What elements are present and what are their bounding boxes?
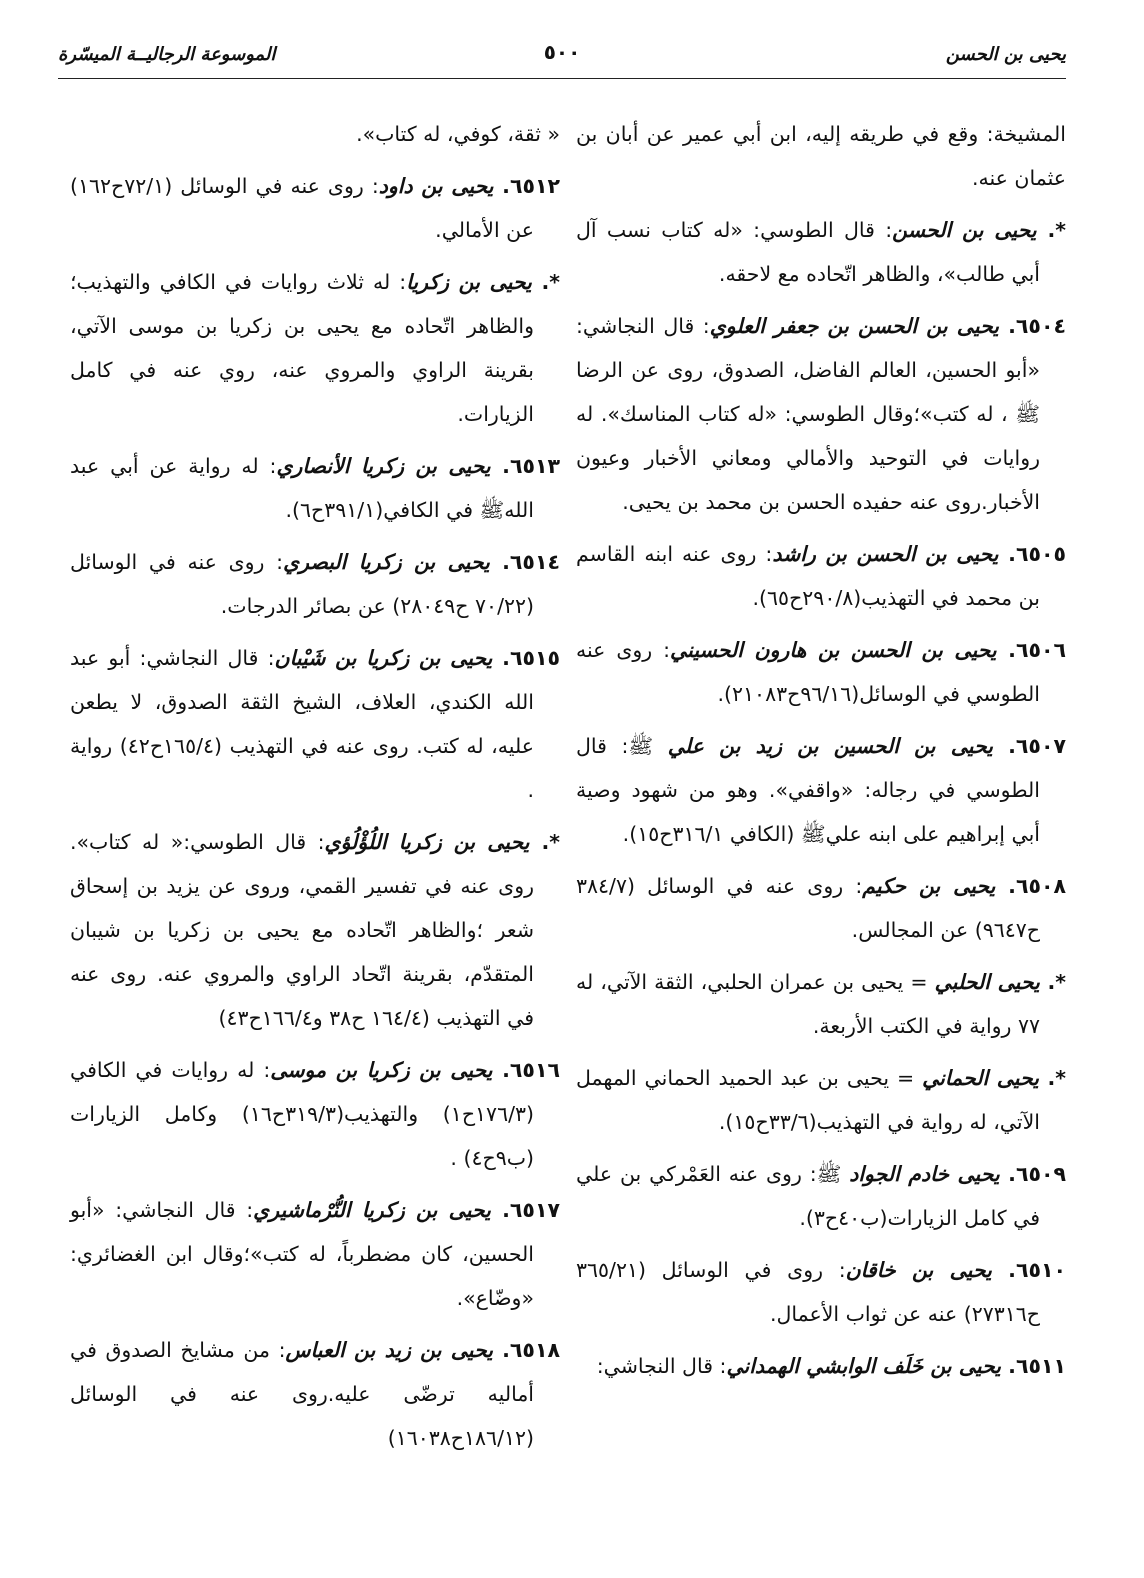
page-number: ٥٠٠ — [543, 40, 581, 64]
entry-number: *. — [1036, 218, 1066, 242]
entry-text: : قال النجاشي: «أبو الحسين، العالم الفاضل، الصدوق، روى عن الرضا ﷺ ، له كتب»؛وقال الطوسي: «له كتاب المناسك». له روايات في التوحيد والأمالي ومعاني الأخبار وعيون الأخبار.روى عنه حفيده الحسن بن محمد بن يحيى. — [576, 314, 1040, 514]
entry-text: المشيخة: وقع في طريقه إليه، ابن أبي عمير عن أبان بن عثمان عنه. — [576, 122, 1066, 190]
running-header — [58, 36, 1066, 79]
entry-name: يحيى بن زكريا بن شَيْبان — [274, 646, 493, 670]
entry — [576, 724, 1066, 856]
entry — [576, 208, 1066, 296]
entry — [576, 1248, 1066, 1336]
entry — [576, 864, 1066, 952]
entry-text: : له روايات في الكافي (١٧٦/٣ح١) والتهذيب(٣١٩/٣ح١٦) وكامل الزيارات (ب٩ح٤) . — [70, 1058, 534, 1170]
right-column — [576, 112, 1066, 1396]
entry-text: = يحيى بن عمران الحلبي، الثقة الآتي، له ٧٧ رواية في الكتب الأربعة. — [576, 970, 1040, 1038]
entry-name: يحيى بن خاقان — [845, 1258, 992, 1282]
entry — [70, 1048, 560, 1180]
entry-name: يحيى خادم الجواد — [849, 1162, 1000, 1186]
entry-text: : قال النجاشي: أبو عبد الله الكندي، العلاف، الشيخ الثقة الصدوق، لا يطعن عليه، له كتب. روى عنه في التهذيب (١٦٥/٤ح٤٢) رواية . — [70, 646, 534, 802]
entry-number: ٦٥٠٨. — [995, 874, 1067, 898]
entry — [70, 164, 560, 252]
entry-text: : روى عنه ابنه القاسم بن محمد في التهذيب(٢٩٠/٨ح٦٥). — [576, 542, 1040, 610]
entry — [576, 960, 1066, 1048]
entry-name: يحيى بن زكريا الأنصاري — [276, 454, 491, 478]
entry-name: يحيى بن زكريا بن موسى — [270, 1058, 493, 1082]
entry-name: يحيى بن الحسن بن راشد — [772, 542, 999, 566]
entry-number: ٦٥١٠. — [991, 1258, 1066, 1282]
entry-number: ٦٥١٤. — [489, 550, 560, 574]
entry — [70, 444, 560, 532]
entry-number: *. — [1038, 1066, 1066, 1090]
entry — [70, 1328, 560, 1460]
entry — [70, 540, 560, 628]
entry — [576, 1152, 1066, 1240]
entry-text: : روى عنه في الوسائل (٣٨٤/٧ ح٩٦٤٧) عن المجالس. — [576, 874, 1040, 942]
entry-text: : له رواية عن أبي عبد اللهﷺ في الكافي(٣٩١/١ح٦). — [70, 454, 534, 522]
entry-text: : روى في الوسائل (٣٦٥/٢١ ح٢٧٣١٦) عنه عن ثواب الأعمال. — [576, 1258, 1040, 1326]
entry-number: ٦٥١٥. — [492, 646, 560, 670]
left-column — [70, 112, 560, 1468]
entry-number: *. — [529, 830, 560, 854]
entry-name: يحيى بن الحسن بن هارون الحسيني — [670, 638, 997, 662]
entry-text: : روى عنه في الوسائل (٧٢/١ح١٦٢) عن الأمالي. — [70, 174, 534, 242]
entry-name: يحيى بن زكريا اللُؤْلُؤي — [324, 830, 530, 854]
entry-number: ٦٥٠٩. — [999, 1162, 1066, 1186]
entry-number: ٦٥١٢. — [493, 174, 560, 198]
entry-number: ٦٥١٨. — [492, 1338, 560, 1362]
entry-name: يحيى بن الحسين بن زيد بن علي — [667, 734, 993, 758]
entry — [70, 820, 560, 1040]
entry — [576, 532, 1066, 620]
entry-text: = يحيى بن عبد الحميد الحماني المهمل الآتي، له رواية في التهذيب(٣٣/٦ح١٥). — [576, 1066, 1040, 1134]
entry-text: : قال الطوسي: «له كتاب نسب آل أبي طالب»، والظاهر اتّحاده مع لاحقه. — [576, 218, 1040, 286]
entry-number: ٦٥٠٧. — [992, 734, 1066, 758]
entry — [576, 1344, 1066, 1388]
entry-text: ﷺ: روى عنه العَمْركي بن علي في كامل الزيارات(ب٤٠ح٣). — [576, 1162, 1040, 1230]
entry — [576, 628, 1066, 716]
entry-text: « ثقة، كوفي، له كتاب». — [356, 122, 560, 146]
entry-name: يحيى بن الحسن — [892, 218, 1037, 242]
entry-text: ﷺ: قال الطوسي في رجاله: «واقفي». وهو من شهود وصية أبي إبراهيم على ابنه عليﷺ (الكافي ٣١٦/١ح١٥). — [576, 734, 1040, 846]
entry-number: ٦٥٠٦. — [996, 638, 1066, 662]
entry-number: ٦٥١٧. — [490, 1198, 560, 1222]
entry-number: ٦٥١٣. — [490, 454, 560, 478]
entry-text: : قال الطوسي:« له كتاب». روى عنه في تفسير القمي، وروى عن يزيد بن إسحاق شعر ؛والظاهر اتّحاده مع يحيى بن زكريا بن شيبان المتقدّم، بقرينة اتّحاد الراوي والمروي عنه. روى عنه في التهذيب (١٦٤/٤ ح٣٨ و١٦٦/٤ح٤٣) — [70, 830, 534, 1030]
entry-text: : من مشايخ الصدوق في أماليه ترضّى عليه.روى عنه في الوسائل (١٨٦/١٢ح١٦٠٣٨) — [70, 1338, 534, 1450]
entry — [576, 112, 1066, 200]
entry-number: ٦٥٠٤. — [998, 314, 1066, 338]
entry-text: : قال النجاشي: «أبو الحسين، كان مضطرباً، له كتب»؛وقال ابن الغضائري: «وضّاع». — [70, 1198, 534, 1310]
entry-name: يحيى بن خَلَف الوابشي الهمداني — [726, 1354, 1001, 1378]
entry-name: يحيى الحلبي — [934, 970, 1040, 994]
entry-name: يحيى بن زكريا — [406, 270, 532, 294]
entry-name: يحيى بن زيد بن العباس — [285, 1338, 493, 1362]
entry-text: : له ثلاث روايات في الكافي والتهذيب؛والظاهر اتّحاده مع يحيى بن زكريا بن موسى الآتي، بقرينة الراوي والمروي عنه، روي عنه في كامل الزيارات. — [70, 270, 534, 426]
entry-name: يحيى بن الحسن بن جعفر العلوي — [709, 314, 999, 338]
header-book-title: الموسوعة الرجاليــة الميسّرة — [58, 44, 276, 65]
entry — [576, 304, 1066, 524]
entry — [70, 260, 560, 436]
entry — [70, 1188, 560, 1320]
entry-number: *. — [531, 270, 561, 294]
entry-name: يحيى الحماني — [922, 1066, 1039, 1090]
entry — [70, 112, 560, 156]
entry-number: ٦٥١١. — [1001, 1354, 1066, 1378]
header-entry-title: يحيى بن الحسن — [945, 44, 1066, 65]
entry-name: يحيى بن حكيم — [862, 874, 996, 898]
entry-name: يحيى بن زكريا النُّرْماشيري — [253, 1198, 491, 1222]
entry-number: ٦٥٠٥. — [998, 542, 1066, 566]
entry-number: ٦٥١٦. — [492, 1058, 560, 1082]
entry-text: : روى عنه الطوسي في الوسائل(٩٦/١٦ح٢١٠٨٣). — [576, 638, 1040, 706]
entry — [576, 1056, 1066, 1144]
entry — [70, 636, 560, 812]
entry-text: : قال النجاشي: — [596, 1354, 727, 1378]
entry-name: يحيى بن زكريا البصري — [283, 550, 490, 574]
entry-text: : روى عنه في الوسائل (٧٠/٢٢ ح٢٨٠٤٩) عن بصائر الدرجات. — [70, 550, 534, 618]
entry-name: يحيى بن داود — [378, 174, 494, 198]
entry-number: *. — [1039, 970, 1066, 994]
